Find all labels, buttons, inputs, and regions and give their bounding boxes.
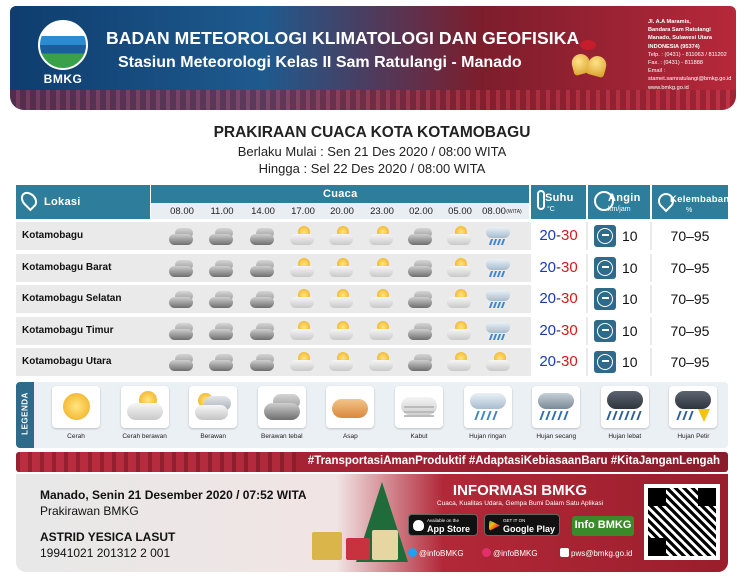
partly-cloudy-icon — [327, 289, 355, 309]
time-label: 02.00 — [409, 206, 433, 217]
temp-min: 20 — [539, 258, 556, 276]
temp-separator: - — [556, 227, 561, 244]
column-unit: °C — [547, 206, 555, 213]
cloudy-dark-icon — [167, 258, 195, 278]
wind-speed: 10 — [622, 228, 638, 244]
header-banner — [10, 6, 736, 110]
partly-cloudy-icon — [288, 289, 316, 309]
time-label: 11.00 — [210, 206, 234, 217]
table-row — [16, 285, 728, 313]
cloudy-dark-icon — [248, 352, 276, 372]
address-line: Fax. : (0431) - 811888 — [648, 60, 703, 67]
info-bmkg-app-badge[interactable]: Info BMKG — [572, 516, 634, 536]
cloudy-dark-icon — [167, 226, 195, 246]
row-weather-icons — [151, 222, 529, 250]
address-line: www.bmkg.go.id — [648, 84, 689, 91]
row-weather-icons — [151, 285, 529, 313]
row-weather-icons — [151, 254, 529, 282]
partly-cloudy-icon — [327, 321, 355, 341]
logo-text: BMKG — [43, 72, 83, 86]
address-line: Jl. A.A Maramis, — [648, 19, 691, 25]
twitter-label: @infoBMKG — [419, 549, 464, 558]
partly-cloudy-icon — [445, 258, 473, 278]
partly-cloudy-icon — [288, 352, 316, 372]
time-label: 08.00 — [170, 206, 194, 217]
column-unit: % — [686, 207, 693, 214]
haze-icon — [326, 386, 374, 428]
row-humidity: 70–95 — [652, 285, 728, 313]
time-label: 05.00 — [448, 206, 472, 217]
legend-item — [454, 382, 522, 448]
partly-cloudy-icon — [367, 226, 395, 246]
info-subtitle: Cuaca, Kualitas Udara, Gempa Bumi Dalam Satu Aplikasi — [436, 500, 604, 507]
temp-min: 20 — [539, 290, 556, 307]
row-humidity: 70–95 — [652, 254, 728, 282]
column-header-cuaca — [151, 185, 529, 203]
email-label: pws@bmkg.go.id — [571, 549, 633, 558]
cloudy-dark-icon — [207, 289, 235, 309]
station-title: Stasiun Meteorologi Kelas II Sam Ratulangi - Manado — [118, 54, 522, 71]
partly-cloudy-icon — [327, 352, 355, 372]
legend-label: Cerah berawan — [122, 433, 167, 440]
cloudy-dark-icon — [406, 352, 434, 372]
forecaster-nip: 19941021 201312 2 001 — [40, 546, 171, 560]
row-humidity: 70–95 — [652, 222, 728, 250]
cloudy-dark-icon — [406, 289, 434, 309]
bmkg-logo — [34, 20, 92, 86]
cloudy-dark-icon — [248, 226, 276, 246]
partly-cloudy-icon — [445, 226, 473, 246]
forecast-times — [151, 203, 529, 219]
row-temperature — [531, 254, 586, 282]
valid-from: Berlaku Mulai : Sen 21 Des 2020 / 08:00 WITA — [237, 144, 507, 159]
time-zone: (WITA) — [506, 209, 522, 215]
hashtag-bar — [16, 452, 728, 472]
row-temperature — [531, 285, 586, 313]
legend-label: Hujan ringan — [469, 433, 507, 440]
column-header-suhu — [531, 185, 586, 219]
app-store-button[interactable] — [408, 514, 478, 536]
row-weather-icons — [151, 317, 529, 345]
legend-label: Hujan lebat — [608, 433, 642, 440]
address-block — [648, 18, 736, 92]
wind-speed: 10 — [622, 322, 638, 339]
forecaster-role: Prakirawan BMKG — [40, 504, 139, 518]
address-line: Manado, Sulawesi Utara — [648, 35, 713, 42]
light-rain-icon — [484, 321, 512, 341]
temp-separator: - — [556, 290, 561, 307]
row-humidity: 70–95 — [652, 348, 728, 376]
row-wind — [588, 317, 650, 345]
legend-label: Berawan — [200, 433, 227, 440]
store-small-label: GET IT ON — [503, 518, 526, 523]
partly-cloudy-icon — [445, 289, 473, 309]
qr-code[interactable] — [644, 484, 720, 560]
legend-item — [385, 382, 453, 448]
partly-cloudy-icon — [288, 226, 316, 246]
legend-item — [179, 382, 247, 448]
column-header-angin — [588, 185, 650, 219]
instagram-icon — [482, 548, 491, 557]
instagram-handle[interactable] — [482, 548, 538, 558]
table-row — [16, 317, 728, 345]
moderate-rain-icon — [532, 386, 580, 428]
cloudy-dark-icon — [207, 226, 235, 246]
thunderstorm-icon — [669, 386, 717, 428]
row-temperature — [531, 317, 586, 345]
wind-direction-icon — [594, 320, 616, 342]
partly-cloudy-icon — [367, 321, 395, 341]
temp-min: 20 — [539, 227, 556, 244]
address-line: Bandara Sam Ratulangi — [648, 27, 711, 34]
twitter-icon — [408, 548, 417, 557]
thermometer-icon — [537, 190, 545, 210]
row-wind — [588, 254, 650, 282]
row-humidity: 70–95 — [652, 317, 728, 345]
issue-date: Manado, Senin 21 Desember 2020 / 07:52 WITA — [40, 488, 307, 502]
legend-item — [591, 382, 659, 448]
valid-to: Hingga : Sel 22 Des 2020 / 08:00 WITA — [258, 161, 486, 176]
legend-label: Hujan Petir — [677, 433, 710, 440]
row-location: Kotamobagu — [22, 230, 84, 241]
twitter-handle[interactable] — [408, 548, 464, 558]
partly-cloudy-icon — [288, 258, 316, 278]
fog-icon — [395, 386, 443, 428]
legend-label: Berawan tebal — [261, 433, 303, 440]
agency-title: BADAN METEOROLOGI KLIMATOLOGI DAN GEOFISIKA — [106, 28, 580, 48]
row-location: Kotamobagu Timur — [22, 324, 114, 336]
legend-label: Hujan secang — [536, 433, 577, 440]
partly-cloudy-icon — [327, 226, 355, 246]
partly-cloudy-icon — [445, 321, 473, 341]
cloudy-dark-icon — [167, 321, 195, 341]
trees-decoration — [16, 452, 296, 472]
column-label: Cuaca — [323, 188, 358, 200]
column-header-kelembaban — [652, 185, 728, 219]
row-weather-icons — [151, 348, 529, 376]
light-rain-icon — [464, 386, 512, 428]
legend-item — [111, 382, 179, 448]
row-wind — [588, 285, 650, 313]
light-rain-icon — [484, 289, 512, 309]
address-line: stamet.samratulangi@bmkg.go.id — [648, 76, 732, 83]
table-row — [16, 254, 728, 282]
cloudy-dark-icon — [406, 258, 434, 278]
time-label: 08.00 — [482, 206, 506, 217]
partly-cloudy-icon — [484, 352, 512, 372]
column-header-lokasi — [16, 185, 150, 219]
bmkg-logo-icon — [38, 20, 88, 70]
legend-label: Kabut — [410, 433, 428, 440]
cloudy-dark-icon — [207, 352, 235, 372]
forecaster-name: ASTRID YESICA LASUT — [40, 530, 176, 544]
header-decoration — [10, 90, 736, 110]
partly-cloudy-icon — [367, 258, 395, 278]
partly-cloudy-icon — [121, 386, 169, 428]
address-line: Telp. : (0431) - 811063 / 811202 — [648, 51, 727, 58]
row-wind — [588, 348, 650, 376]
legend-item — [316, 382, 384, 448]
wind-speed: 10 — [622, 354, 638, 370]
wind-direction-icon — [594, 351, 616, 373]
hashtags: #TransportasiAmanProduktif #AdaptasiKebiasaanBaru #KitaJanganLengah — [307, 455, 720, 467]
row-wind — [588, 222, 650, 250]
partly-cloudy-icon — [367, 289, 395, 309]
temp-max: 30 — [561, 227, 578, 244]
temp-max: 30 — [561, 353, 578, 370]
partly-cloudy-icon — [327, 258, 355, 278]
temp-separator: - — [556, 353, 561, 370]
wind-speed: 10 — [622, 291, 638, 307]
time-label: 17.00 — [291, 206, 315, 217]
partly-cloudy-icon — [288, 321, 316, 341]
cloudy-dark-icon — [167, 289, 195, 309]
cloudy-icon — [189, 386, 237, 428]
wind-direction-icon — [594, 257, 616, 279]
cloudy-dark-icon — [406, 321, 434, 341]
row-location: Kotamobagu Selatan — [22, 293, 122, 304]
cloudy-dark-icon — [406, 226, 434, 246]
legend-item — [42, 382, 110, 448]
temp-max: 30 — [561, 290, 578, 307]
cloudy-dark-icon — [207, 258, 235, 278]
info-title: INFORMASI BMKG — [452, 482, 588, 499]
footer — [16, 474, 728, 572]
time-label: 14.00 — [251, 206, 275, 217]
column-label: Kelembaban — [670, 194, 730, 205]
legend-label: Cerah — [67, 433, 85, 440]
temp-max: 30 — [561, 258, 578, 276]
cloudy-dark-icon — [248, 258, 276, 278]
row-temperature — [531, 222, 586, 250]
temp-min: 20 — [539, 353, 556, 370]
store-small-label: Available on the — [427, 518, 459, 523]
temp-min: 20 — [539, 321, 556, 339]
row-location: Kotamobagu Utara — [22, 356, 112, 367]
table-row — [16, 222, 728, 250]
sunny-icon — [52, 386, 100, 428]
legend-item — [659, 382, 727, 448]
cloudy-dark-icon — [167, 352, 195, 372]
legend-title: LEGENDA — [20, 392, 30, 435]
legend-item — [522, 382, 590, 448]
location-pin-icon — [18, 189, 41, 212]
legend-label: Asap — [342, 433, 358, 440]
legend-tag — [16, 382, 34, 448]
partly-cloudy-icon — [445, 352, 473, 372]
store-label: App Store — [427, 524, 471, 534]
temp-separator: - — [556, 321, 561, 339]
instagram-label: @infoBMKG — [493, 549, 538, 558]
page-title: PRAKIRAAN CUACA KOTA KOTAMOBAGU — [213, 124, 531, 141]
column-label: Suhu — [545, 192, 574, 204]
column-label: Lokasi — [44, 196, 81, 208]
address-line: Email : — [648, 68, 666, 75]
cloudy-dark-icon — [207, 321, 235, 341]
google-play-button[interactable] — [484, 514, 560, 536]
christmas-bells-icon — [566, 44, 610, 84]
time-label: 20.00 — [330, 206, 354, 217]
mail-icon — [560, 548, 569, 557]
cloudy-dark-icon — [248, 289, 276, 309]
temp-separator: - — [556, 258, 561, 276]
light-rain-icon — [484, 226, 512, 246]
table-row — [16, 348, 728, 376]
apple-icon — [413, 520, 424, 531]
row-temperature — [531, 348, 586, 376]
wind-direction-icon — [594, 225, 616, 247]
address-line: INDONESIA (95374) — [648, 43, 700, 50]
wind-speed: 10 — [622, 259, 638, 276]
legend-item — [248, 382, 316, 448]
light-rain-icon — [484, 258, 512, 278]
column-label: Angin — [608, 192, 641, 204]
time-label: 23.00 — [370, 206, 394, 217]
google-play-icon — [489, 520, 500, 531]
cloudy-dark-icon — [258, 386, 306, 428]
cloudy-dark-icon — [248, 321, 276, 341]
wind-direction-icon — [594, 288, 616, 310]
column-unit: km/jam — [608, 206, 631, 213]
store-label: Google Play — [503, 524, 556, 534]
heavy-rain-icon — [601, 386, 649, 428]
email-contact[interactable] — [560, 548, 632, 558]
partly-cloudy-icon — [367, 352, 395, 372]
temp-max: 30 — [561, 321, 578, 339]
row-location: Kotamobagu Barat — [22, 261, 112, 273]
legend — [16, 382, 728, 448]
